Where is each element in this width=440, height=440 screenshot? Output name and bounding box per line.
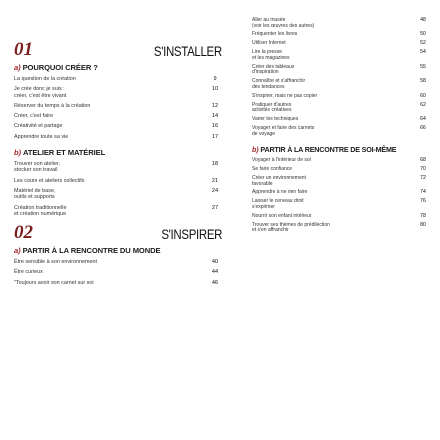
section-heading <box>252 145 430 154</box>
toc-entry[interactable] <box>14 280 222 286</box>
chapter-title: S'INSPIRER <box>161 226 222 243</box>
toc-entry-text: Les cours et ateliers collectifs <box>14 177 85 184</box>
toc-entry[interactable] <box>252 199 430 210</box>
toc-entry-page: 64 <box>420 116 426 123</box>
toc-entry-text: Utiliser Internet <box>252 40 286 47</box>
section-heading <box>14 63 222 72</box>
toc-entry-page: 24 <box>211 187 219 194</box>
section-title: PARTIR À LA RENCONTRE DU MONDE <box>22 246 161 256</box>
toc-entry-text: Trouver ses thèmes de prédilection et s'en affranchir <box>252 221 330 234</box>
toc-list <box>14 259 222 286</box>
toc-list <box>252 158 430 234</box>
toc-entry-page: 74 <box>420 189 426 196</box>
toc-entry-page: 9 <box>213 76 217 82</box>
toc-entry[interactable] <box>14 113 222 119</box>
toc-entry-page: 52 <box>420 40 426 47</box>
toc-entry[interactable] <box>14 86 222 99</box>
toc-entry-page: 10 <box>211 86 219 93</box>
toc-entry[interactable] <box>252 158 430 164</box>
toc-entry-page: 70 <box>420 166 426 173</box>
section-number: a) <box>14 246 21 256</box>
toc-entry-text: Être sensible à son environnement <box>14 259 98 266</box>
toc-entry-page: 80 <box>420 221 426 228</box>
toc-entry[interactable] <box>14 269 222 275</box>
section-title: ATELIER ET MATÉRIEL <box>22 148 106 158</box>
toc-entry[interactable] <box>14 188 222 201</box>
toc-entry[interactable] <box>252 223 430 234</box>
section-title: PARTIR À LA RENCONTRE DE SOI-MÊME <box>260 145 397 155</box>
toc-entry-text: S'inspirer, mais ne pas copier <box>252 92 318 99</box>
section-heading <box>14 148 222 157</box>
toc-entry-text: Créativité et partage <box>14 123 63 130</box>
toc-entry-text: Matériel de base, outils et supports <box>14 187 56 201</box>
toc-entry[interactable] <box>252 94 430 100</box>
toc-entry-text: Je crée donc je suis : créer, c'est être vivant <box>14 86 67 99</box>
toc-entry-page: 54 <box>420 49 426 56</box>
toc-entry[interactable] <box>252 50 430 61</box>
toc-entry-text: "Toujours avoir son carnet sur soi <box>14 279 94 286</box>
chapter-header <box>14 40 222 60</box>
toc-entry[interactable] <box>252 41 430 47</box>
toc-entry-page: 60 <box>420 92 426 99</box>
toc-entry-text: Trouver son atelier, stocker son travail <box>14 161 60 174</box>
toc-entry[interactable] <box>14 76 222 82</box>
toc-entry[interactable] <box>252 117 430 123</box>
toc-entry-text: Aller au musée (voir les œuvres des autres) <box>252 17 315 29</box>
toc-entry-text: Être curieux <box>14 269 43 276</box>
toc-entry[interactable] <box>14 178 222 184</box>
toc-entry[interactable] <box>252 65 430 76</box>
toc-entry[interactable] <box>252 190 430 196</box>
toc-left-column <box>14 40 222 290</box>
toc-entry[interactable] <box>252 126 430 137</box>
toc-entry-page: 12 <box>211 102 219 109</box>
toc-entry-page: 68 <box>420 157 426 164</box>
toc-entry[interactable] <box>252 32 430 38</box>
toc-entry-page: 46 <box>211 279 219 286</box>
toc-entry-text: Varier les techniques <box>252 116 299 123</box>
toc-entry-page: 58 <box>420 78 426 85</box>
toc-list <box>14 161 222 217</box>
toc-list <box>14 76 222 140</box>
toc-entry[interactable] <box>14 123 222 129</box>
section-number: a) <box>14 63 21 72</box>
toc-entry-text: Connaître et s'affranchir des tendances <box>252 78 306 90</box>
toc-entry[interactable] <box>252 18 430 29</box>
toc-entry-text: Création traditionnelle et création numérique <box>14 204 67 217</box>
toc-entry[interactable] <box>14 161 222 174</box>
toc-entry-page: 44 <box>211 269 219 276</box>
toc-entry-text: Créer des tableaux d'inspiration <box>252 63 295 76</box>
toc-entry-page: 17 <box>211 133 219 140</box>
toc-entry-page: 21 <box>211 177 219 184</box>
toc-entry-page: 14 <box>211 113 219 120</box>
toc-entry-page: 16 <box>211 123 219 130</box>
toc-entry-page: 72 <box>420 174 426 181</box>
toc-entry-text: Créer, c'est faire <box>14 113 54 120</box>
section-number: b) <box>14 148 21 158</box>
toc-entry[interactable] <box>14 134 222 140</box>
toc-entry-page: 50 <box>420 31 426 38</box>
toc-entry-page: 55 <box>420 63 426 70</box>
toc-entry[interactable] <box>252 103 430 114</box>
section-number: b) <box>252 145 259 155</box>
toc-entry-text: La question de la création <box>14 76 76 82</box>
toc-entry[interactable] <box>252 214 430 220</box>
chapter-number: 02 <box>14 222 33 244</box>
toc-entry-page: 48 <box>420 17 426 23</box>
toc-entry-page: 66 <box>420 124 426 131</box>
toc-entry-text: Lire la presse et les magazines <box>252 49 290 61</box>
toc-entry[interactable] <box>14 259 222 265</box>
section-heading <box>14 246 222 255</box>
toc-entry[interactable] <box>252 79 430 90</box>
toc-entry[interactable] <box>252 167 430 173</box>
toc-entry-page: 78 <box>420 212 426 219</box>
toc-entry-text: Laisser le cerveau droit s'exprimer <box>252 198 304 210</box>
toc-entry-page: 40 <box>211 259 219 266</box>
toc-entry-text: Voyager à l'intérieur de soi <box>252 157 311 164</box>
toc-right-column <box>252 18 430 237</box>
toc-entry-text: Pratiquer d'autres activités créatives <box>252 101 292 114</box>
toc-entry-page: 18 <box>211 161 219 168</box>
toc-entry-text: Fréquenter les livres <box>252 31 298 38</box>
chapter-title: S'INSTALLER <box>154 43 222 59</box>
toc-entry-text: Réserver du temps à la création <box>14 102 91 109</box>
toc-entry-text: Se faire confiance <box>252 166 293 173</box>
toc-entry-text: Nourrir son enfant intérieur <box>252 212 312 219</box>
chapter-header <box>14 223 222 243</box>
toc-entry-page: 27 <box>211 204 219 211</box>
chapter-number: 01 <box>14 39 33 60</box>
toc-entry-page: 62 <box>420 101 426 108</box>
toc-entry-text: Apprendre à ne rien faire <box>252 189 308 196</box>
toc-entry[interactable] <box>14 205 222 218</box>
toc-entry-text: Voyager et faire des carnets de voyage <box>252 124 315 137</box>
toc-entry[interactable] <box>14 103 222 109</box>
toc-entry[interactable] <box>252 176 430 187</box>
toc-list <box>252 18 430 137</box>
toc-entry-text: Créer un environnement favorable <box>252 174 306 187</box>
toc-entry-text: Apprendre toute sa vie <box>14 133 69 140</box>
section-title: POURQUOI CRÉER ? <box>22 63 98 72</box>
toc-entry-page: 76 <box>420 198 426 205</box>
